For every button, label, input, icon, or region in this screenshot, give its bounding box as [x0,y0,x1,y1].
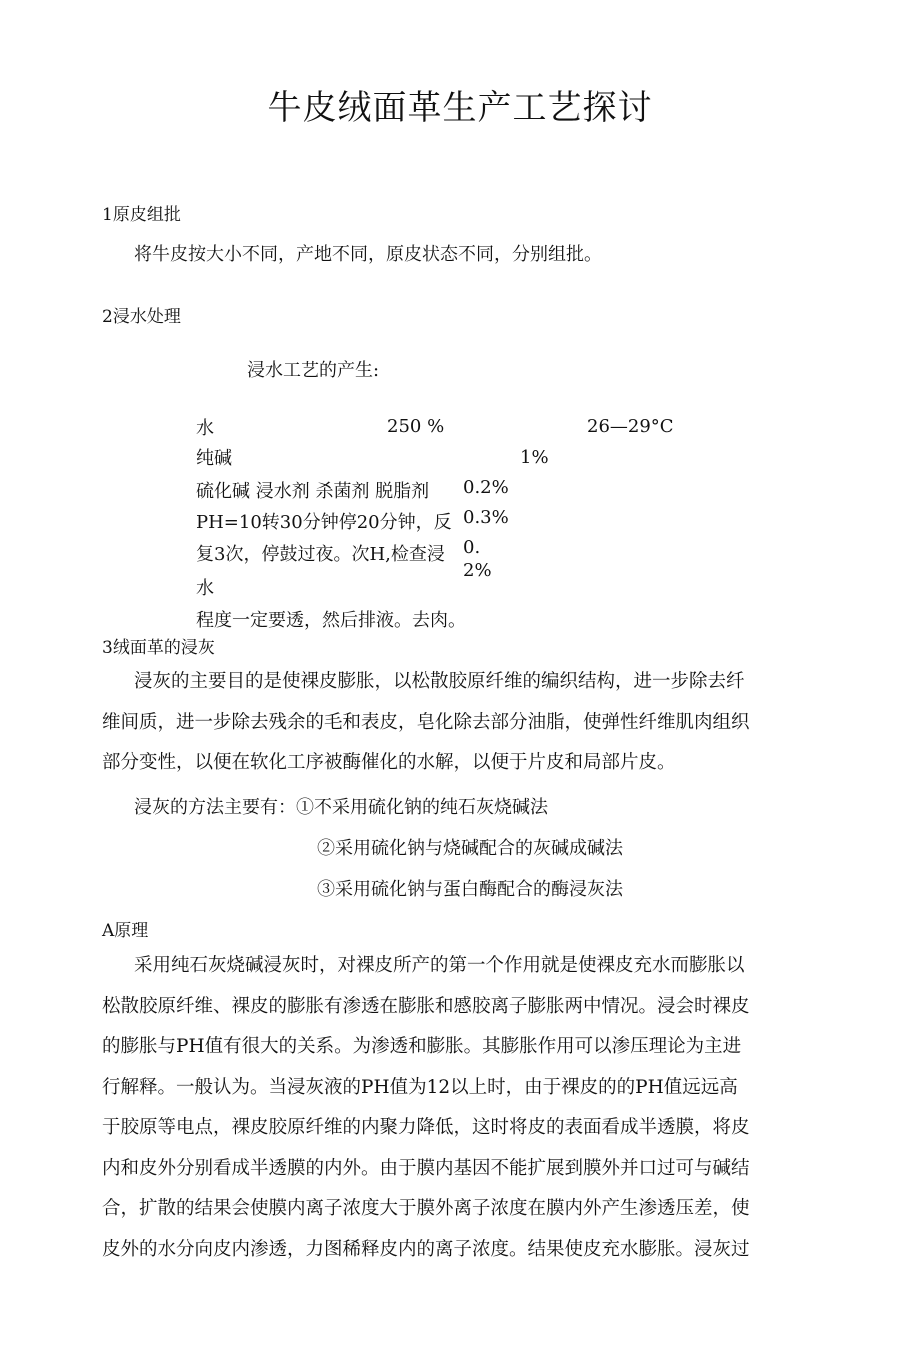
chemical-amount-c2: 2% [463,560,492,581]
paragraph-line: 浸灰的主要目的是使裸皮膨胀，以松散胶原纤维的编织结构，进一步除去纤 [134,671,745,692]
section-2-heading: 2浸水处理 [102,307,181,327]
section-a-heading: A原理 [102,921,149,941]
section-3-paragraph [102,662,770,784]
paragraph-line: 行解释。一般认为。当浸灰液的PH值为12以上时，由于裸皮的的PH值远远高 [102,1076,738,1098]
paragraph-line: 部分变性，以便在软化工序被酶催化的水解，以便于片皮和局部片皮。 [102,752,676,773]
page-title: 牛皮绒面革生产工艺探讨 [267,88,653,128]
section-3-heading: 3绒面革的浸灰 [102,638,215,658]
chemical-amount-b: 0.3% [463,507,509,528]
water-amount: 250 % [387,416,445,437]
chemical-amount-c1: 0. [463,537,481,558]
paragraph-line: 内和皮外分别看成半透膜的内外。由于膜内基因不能扩展到膜外并口过可与碱结 [102,1157,750,1179]
section-1-heading: 1原皮组批 [102,205,181,225]
paragraph-line: 皮外的水分向皮内渗透，力图稀释皮内的离子浓度。结果使皮充水膨胀。浸灰过 [102,1238,750,1260]
process-line-2: 复3次，停鼓过夜。次H,检查浸 [196,544,445,565]
process-line-4: 程度一定要透，然后排液。去肉。 [196,610,466,631]
section-1-text: 将牛皮按大小不同，产地不同，原皮状态不同，分别组批。 [134,244,602,265]
principle-paragraph [102,946,770,1270]
chemical-amount-a: 0.2% [463,477,509,498]
method-2: ②采用硫化钠与烧碱配合的灰碱成碱法 [317,838,623,859]
paragraph-line: 维间质，进一步除去残余的毛和表皮，皂化除去部分油脂，使弹性纤维肌肉组织 [102,711,750,733]
chemicals-label: 硫化碱 浸水剂 杀菌剂 脱脂剂 [196,481,430,502]
soda-amount: 1% [520,447,549,468]
soda-label: 纯碱 [196,448,232,469]
methods-intro: 浸灰的方法主要有：①不采用硫化钠的纯石灰烧碱法 [134,797,548,818]
paragraph-line: 于胶原等电点，裸皮胶原纤维的内聚力降低，这时将皮的表面看成半透膜，将皮 [102,1117,750,1138]
method-3: ③采用硫化钠与蛋白酶配合的酶浸灰法 [317,879,623,900]
paragraph-line: 采用纯石灰烧碱浸灰时，对裸皮所产的第一个作用就是使裸皮充水而膨胀以 [134,955,745,976]
water-label: 水 [196,418,214,439]
section-2-subheading: 浸水工艺的产生: [247,360,380,381]
process-line-3: 水 [196,578,214,599]
process-line-1: PH=10转30分钟停20分钟，反 [196,512,452,533]
paragraph-line: 合，扩散的结果会使膜内离子浓度大于膜外离子浓度在膜内外产生渗透压差，使 [102,1198,750,1219]
paragraph-line: 的膨胀与PH值有很大的关系。为渗透和膨胀。其膨胀作用可以渗压理论为主进 [102,1036,742,1057]
paragraph-line: 松散胶原纤维、裸皮的膨胀有渗透在膨胀和慼胶离子膨胀两中情况。浸会时裸皮 [102,995,750,1017]
water-temperature: 26—29°C [587,416,674,437]
